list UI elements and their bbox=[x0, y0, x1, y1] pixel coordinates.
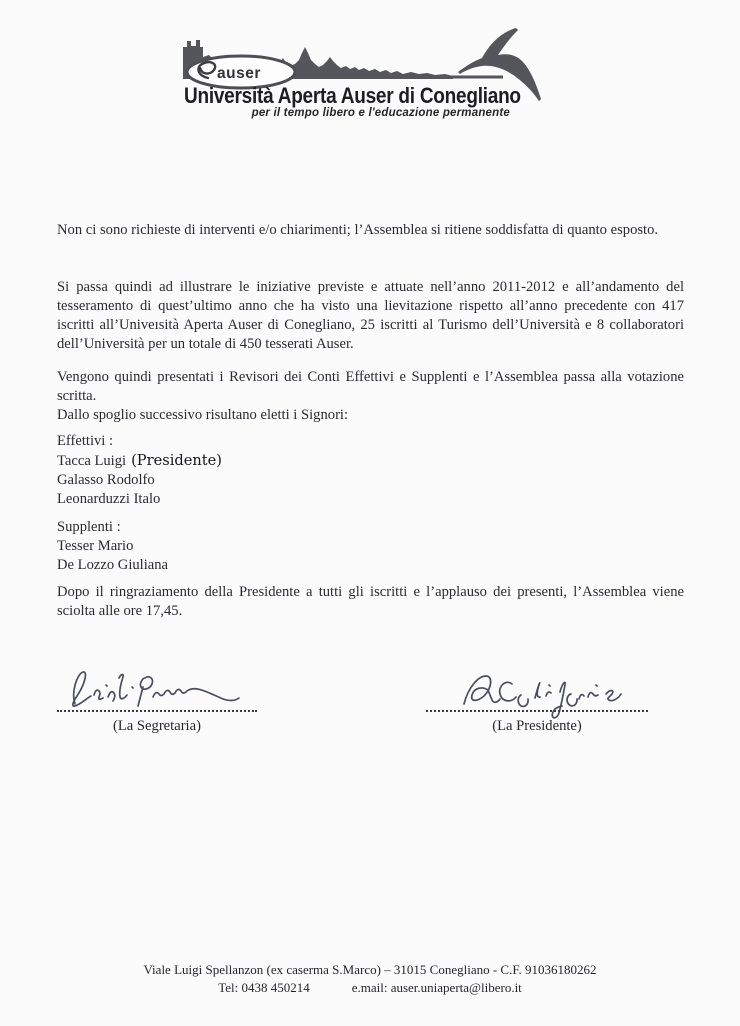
paragraph-tesseramento: Si passa quindi ad illustrare le iniziative previste e attuate nell’anno 2011-2012 e all’andamento del tesseramento di quest’ultimo anno che ha visto una lievitazione rispetto all’anno precedente con 417 iscritti all’Univeısità Aperta Auser di Conegliano, 25 iscritti al Turismo dell’Università e 8 collaboratori dell’Università per un totale di 450 tesserati Auser. bbox=[57, 279, 684, 352]
auser-badge-text: auser bbox=[217, 65, 261, 82]
list-item: Tesser Mario bbox=[57, 538, 134, 554]
paragraph-closing: Dopo il ringraziamento della Presidente a tutti gli iscritti e l’applauso dei presenti, l’Assemblea viene sciolta alle ore 17,45. bbox=[57, 584, 684, 619]
list-item: Leonarduzzi Italo bbox=[57, 491, 161, 507]
paragraph-revisori: Vengono quindi presentati i Revisori dei Conti Effettivi e Supplenti e l’Assemblea passa alla votazione scritta. bbox=[57, 369, 684, 404]
list-item bbox=[57, 451, 684, 471]
handwritten-signature-presidente bbox=[450, 668, 630, 724]
footer-address: Viale Luigi Spellanzon (ex caserma S.Marco) – 31015 Conegliano - C.F. 91036180262 bbox=[143, 962, 597, 977]
signature-label-presidente: (La Presidente) bbox=[492, 718, 582, 734]
footer-phone: Tel: 0438 450214 bbox=[218, 979, 310, 995]
list-item: De Lozzo Giuliana bbox=[57, 557, 169, 573]
signature-label-segretaria: (La Segretaria) bbox=[113, 718, 201, 734]
letter-footer bbox=[0, 961, 740, 996]
list-item: Galasso Rodolfo bbox=[57, 472, 155, 488]
footer-email: e.mail: auser.uniaperta@libero.it bbox=[351, 979, 522, 995]
letterhead-title: Università Aperta Auser di Conegliano bbox=[184, 83, 521, 108]
letterhead-subtitle: per il tempo libero e l'educazione permanente bbox=[251, 107, 510, 119]
signature-line bbox=[426, 710, 648, 712]
list-supplenti-label: Supplenti : bbox=[57, 519, 121, 535]
signature-line bbox=[57, 710, 257, 712]
member-name: Tacca Luigi bbox=[57, 453, 127, 469]
footer-contacts bbox=[0, 979, 740, 997]
list-effettivi bbox=[57, 432, 684, 509]
handwritten-signature-segretaria bbox=[61, 664, 261, 716]
member-role-annotation: (Presidente) bbox=[131, 452, 222, 469]
list-effettivi-label: Effettivi : bbox=[57, 433, 114, 449]
paragraph-spoglio: Dallo spoglio successivo risultano eletti i Signori: bbox=[57, 407, 349, 423]
paragraph-intro: Non ci sono richieste di interventi e/o chiarimenti; l’Assemblea si ritiene soddisfatta di quanto esposto. bbox=[57, 222, 659, 238]
list-supplenti bbox=[57, 518, 684, 575]
